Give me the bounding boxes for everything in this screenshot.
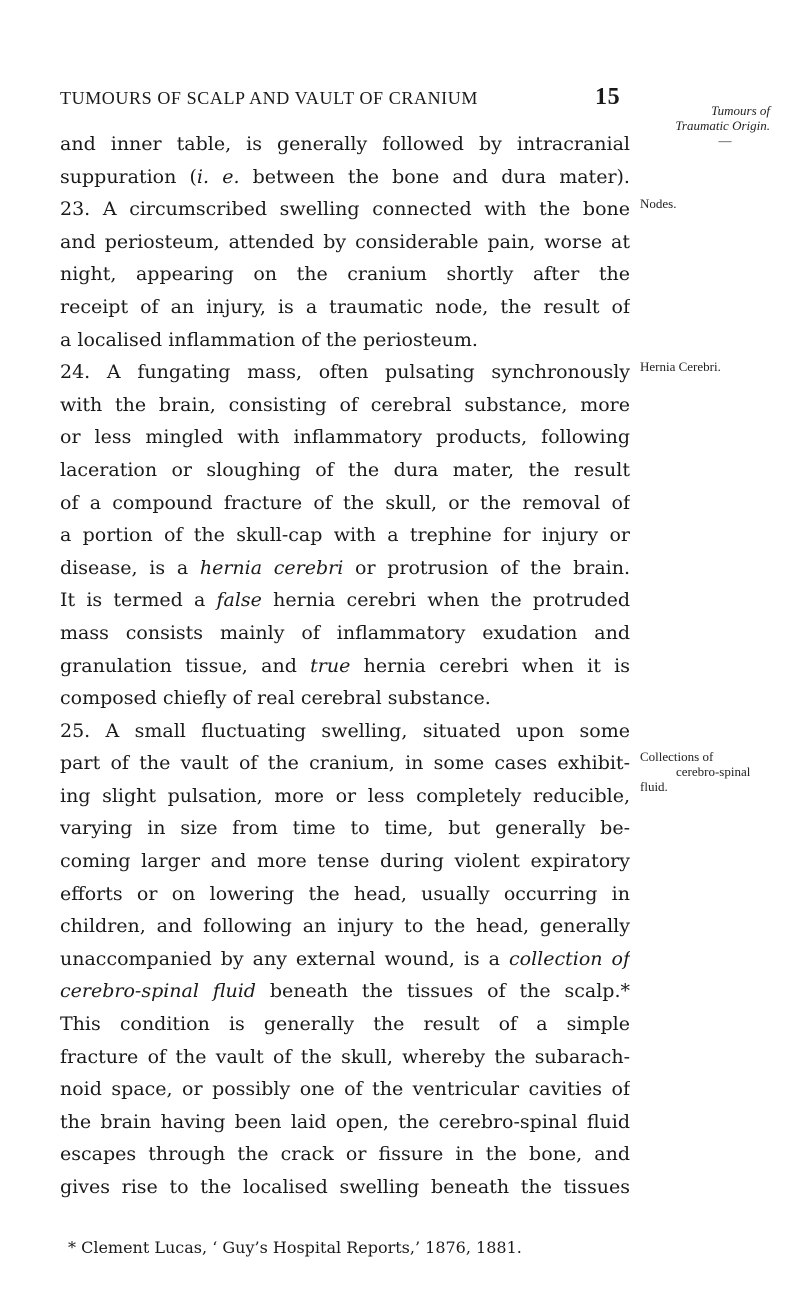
body-text: [60, 128, 630, 1204]
text-line: with the brain, consisting of cerebral substance, more: [60, 393, 630, 416]
page-number: 15: [595, 84, 621, 110]
running-title: TUMOURS OF SCALP AND VAULT OF CRANIUM: [60, 88, 478, 108]
text-line: the brain having been laid open, the cerebro-spinal fluid: [60, 1110, 630, 1133]
margin-note-hernia-cerebri: Hernia Cerebri.: [640, 359, 721, 374]
text-line: unaccompanied by any external wound, is a collection of: [60, 947, 630, 970]
text-line: fracture of the vault of the skull, whereby the subarach-: [60, 1045, 630, 1068]
margin-note-traumatic: Tumours of Traumatic Origin. —: [675, 103, 770, 148]
text-line: and inner table, is generally followed by intracranial: [60, 133, 630, 155]
text-line: a portion of the skull-cap with a trephine for injury or: [60, 524, 630, 547]
text-line: and periosteum, attended by considerable pain, worse at: [60, 230, 630, 253]
text-line: composed chiefly of real cerebral substance.: [60, 687, 491, 710]
running-header: [60, 84, 621, 110]
text-line: mass consists mainly of inflammatory exudation and: [60, 621, 630, 644]
text-line: night, appearing on the cranium shortly after the: [60, 263, 630, 286]
text-line: suppuration (i. e. between the bone and dura mater).: [60, 165, 630, 188]
margin-note-collections: Collections of cerebro-spinal fluid.: [640, 749, 751, 794]
margin-note-nodes: Nodes.: [640, 196, 677, 211]
text-line: noid space, or possibly one of the ventricular cavities of: [60, 1078, 630, 1101]
text-line: coming larger and more tense during violent expiratory: [60, 850, 630, 873]
text-line: This condition is generally the result of a simple: [60, 1013, 630, 1036]
text-line: children, and following an injury to the head, generally: [60, 915, 630, 938]
text-line: cerebro-spinal fluid beneath the tissues of the scalp.*: [60, 980, 630, 1003]
text-line: receipt of an injury, is a traumatic node, the result of: [60, 295, 630, 318]
footnote: * Clement Lucas, ‘ Guy’s Hospital Reports,’ 1876, 1881.: [68, 1238, 522, 1257]
text-line: efforts or on lowering the head, usually occurring in: [60, 882, 630, 905]
text-line: or less mingled with inflammatory products, following: [60, 426, 630, 449]
text-line: ing slight pulsation, more or less completely reducible,: [60, 784, 630, 807]
text-line: escapes through the crack or fissure in the bone, and: [60, 1143, 630, 1166]
text-line: 23. A circumscribed swelling connected with the bone: [60, 198, 630, 221]
text-line: laceration or sloughing of the dura mater, the result: [60, 458, 630, 481]
text-line: granulation tissue, and true hernia cerebri when it is: [60, 654, 630, 677]
text-line: gives rise to the localised swelling beneath the tissues: [60, 1176, 630, 1198]
text-line: part of the vault of the cranium, in some cases exhibit-: [60, 752, 630, 775]
text-line: 24. A fungating mass, often pulsating synchronously: [60, 361, 630, 384]
text-line: varying in size from time to time, but generally be-: [60, 817, 630, 840]
text-line: a localised inflammation of the periosteum.: [60, 328, 478, 351]
text-line: It is termed a false hernia cerebri when the protruded: [60, 589, 630, 612]
text-line: 25. A small fluctuating swelling, situated upon some: [60, 719, 630, 742]
text-line: of a compound fracture of the skull, or the removal of: [60, 491, 630, 514]
text-line: disease, is a hernia cerebri or protrusion of the brain.: [60, 556, 630, 579]
